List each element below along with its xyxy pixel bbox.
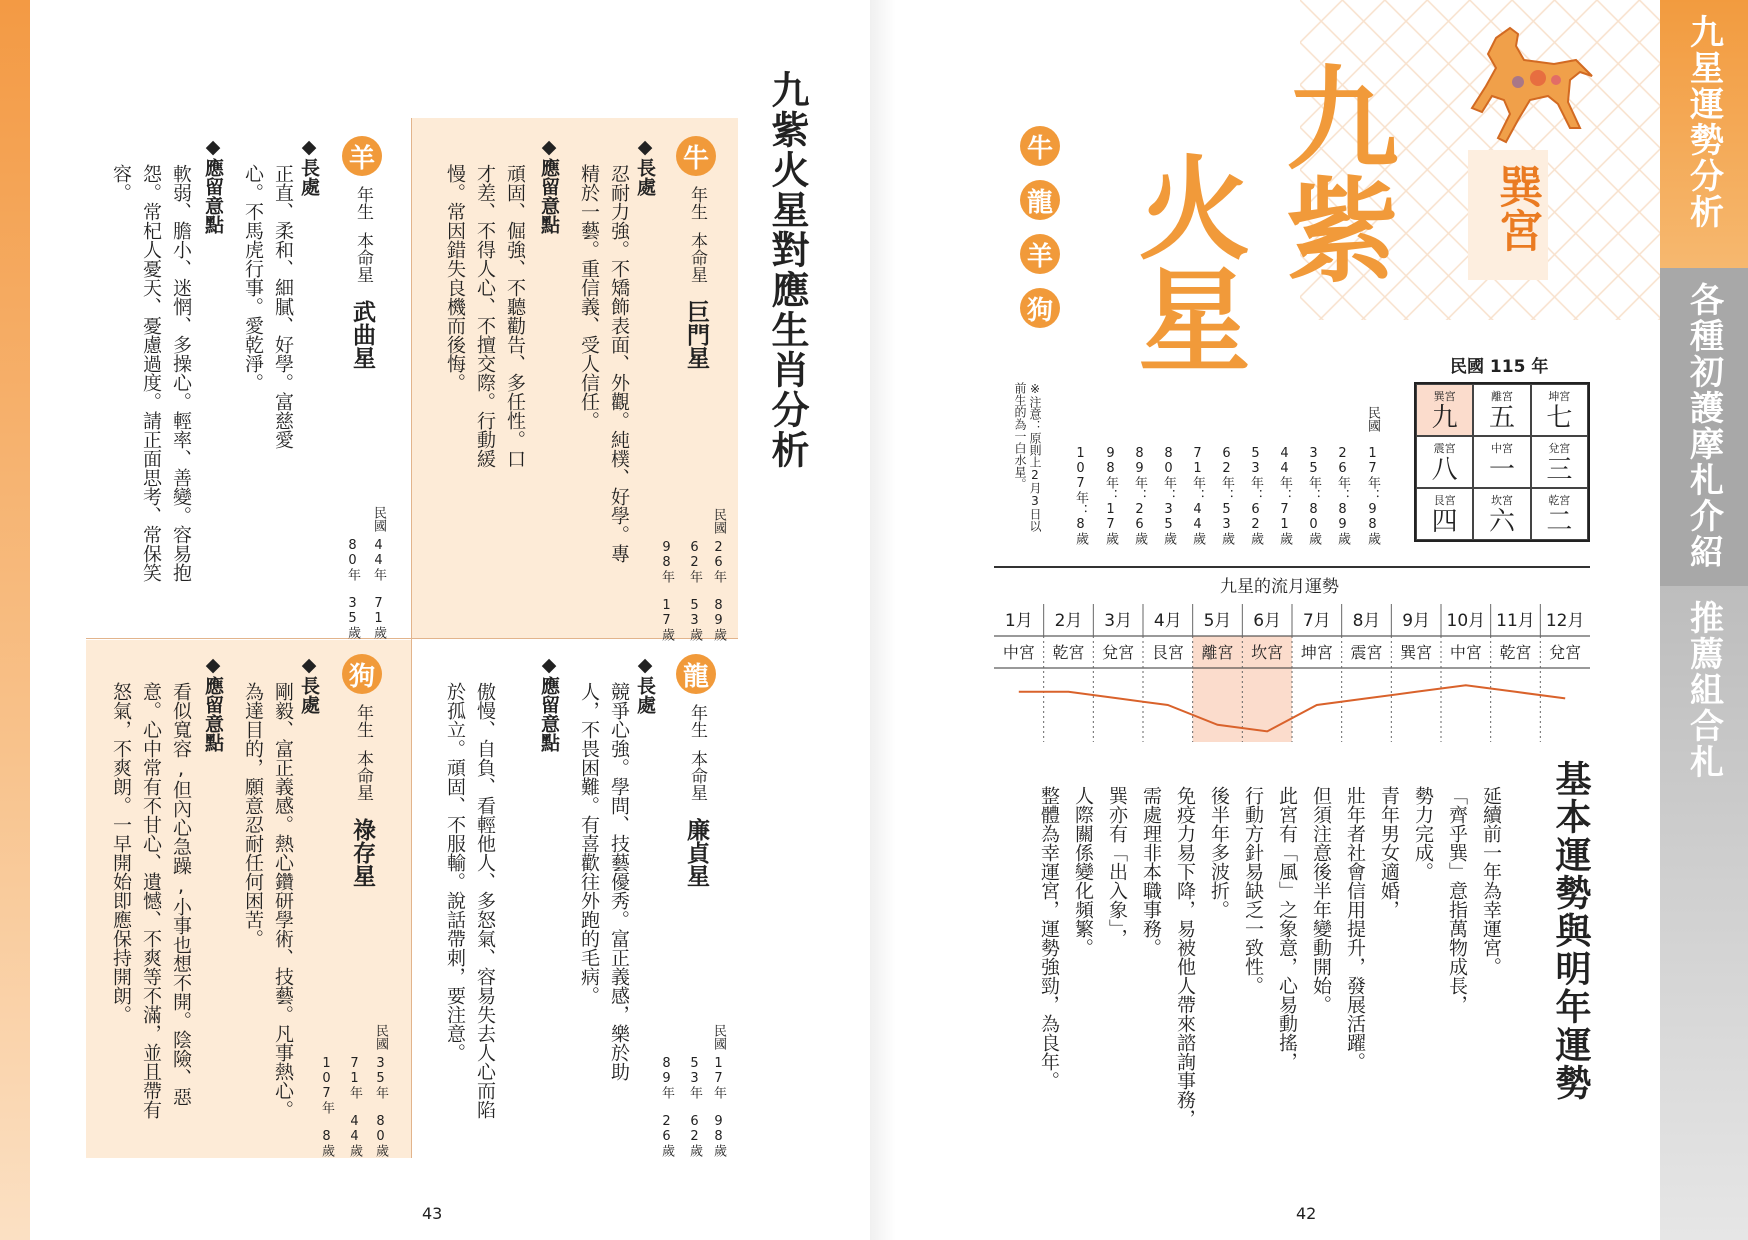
zodiac-badge-ox-right: 牛 xyxy=(1020,126,1060,166)
grid-cell xyxy=(1473,488,1530,540)
dog-year-3: 107年 8歲 xyxy=(319,1056,334,1157)
grid-cell-num: 五 xyxy=(1488,403,1515,433)
month-label: 11月 xyxy=(1496,611,1535,631)
palace-label: 坎宮 xyxy=(1251,643,1284,662)
grid-cell-name: 坎宮 xyxy=(1490,494,1513,507)
grid-cell-num: 九 xyxy=(1431,403,1458,433)
grid-cell-num: 一 xyxy=(1488,455,1515,485)
dog-star-name: 祿存星 xyxy=(349,818,376,887)
dragon-years-prefix: 民國 xyxy=(711,1024,726,1050)
month-label: 12月 xyxy=(1545,611,1585,631)
dragon-star-label: 本命星 xyxy=(687,750,707,801)
dragon-caution-text: 傲慢、自負、看輕他人、多怒氣、容易失去人心而陷於孤立。頑固、不服輸。說話帶刺，要注意。 xyxy=(444,682,496,1119)
zodiac-badge-ox: 牛 xyxy=(676,136,716,176)
palace-label: 巽宮 xyxy=(1400,643,1433,662)
goat-years-prefix: 民國 xyxy=(371,506,386,532)
age-row-1: 17年：98歲 xyxy=(1365,446,1380,545)
palace-label: 兌宮 xyxy=(1102,643,1135,662)
goat-caution-title: ◆應留意點 xyxy=(202,136,224,234)
grid-cell xyxy=(1416,384,1473,436)
basic-line-8: 行動方針易缺乏一致性。 xyxy=(1242,786,1264,995)
month-label: 2月 xyxy=(1054,611,1083,631)
basic-line-2: 「齊乎巽」意指萬物成長， xyxy=(1446,786,1468,1014)
dragon-year-1: 17年 98歲 xyxy=(711,1056,726,1157)
basic-line-12: 巽亦有「出入象」， xyxy=(1106,786,1128,948)
dragon-strength-title: ◆長處 xyxy=(634,654,656,714)
grid-cell-name: 乾宮 xyxy=(1548,494,1571,507)
month-label: 8月 xyxy=(1352,611,1381,631)
birth-note: ※注意：原則上2月3日以前生的為一白水星。 xyxy=(1013,382,1042,532)
zodiac-badge-goat-right: 羊 xyxy=(1020,234,1060,274)
grid-cell-num: 七 xyxy=(1546,403,1573,433)
age-row-8: 80年：35歲 xyxy=(1161,446,1176,545)
dog-year-2: 71年 44歲 xyxy=(347,1056,362,1157)
age-row-5: 53年：62歲 xyxy=(1248,446,1263,545)
basic-line-9: 後半年多波折。 xyxy=(1208,786,1230,919)
monthly-fortune-chart xyxy=(994,604,1590,742)
tab-amulet-introduction[interactable] xyxy=(1660,268,1748,586)
dog-caution-title-text: 應留意點 xyxy=(202,676,224,752)
palace-label: 兌宮 xyxy=(1549,643,1582,662)
dog-year-1: 35年 80歲 xyxy=(373,1056,388,1157)
dragon-year-2: 53年 62歲 xyxy=(687,1056,702,1157)
ox-year-1: 26年 89歲 xyxy=(711,540,726,641)
month-label: 7月 xyxy=(1302,611,1331,631)
age-row-10: 98年：17歲 xyxy=(1103,446,1118,545)
dragon-strength-text: 競爭心強。學問、技藝優秀。富正義感，樂於助人，不畏困難。有喜歡往外跑的毛病。 xyxy=(578,682,630,1081)
palace-label: 坤宮 xyxy=(1300,643,1333,662)
grid-cell xyxy=(1473,436,1530,488)
star-title-line2: 火星 xyxy=(1120,150,1251,374)
book-gutter xyxy=(870,0,896,1240)
monthly-title-rule xyxy=(994,566,1590,568)
month-label: 6月 xyxy=(1253,611,1282,631)
palace-label: 乾宮 xyxy=(1499,643,1532,662)
grid-cell-num: 八 xyxy=(1431,455,1458,485)
goat-star-label: 本命星 xyxy=(353,232,373,283)
grid-cell-name: 兌宮 xyxy=(1548,442,1571,455)
age-prefix: 民國 xyxy=(1365,406,1380,432)
grid-title: 民國 115 年 xyxy=(1450,357,1549,377)
month-label: 5月 xyxy=(1203,611,1232,631)
grid-cell xyxy=(1531,436,1588,488)
age-row-7: 71年：44歲 xyxy=(1190,446,1205,545)
age-row-9: 89年：26歲 xyxy=(1132,446,1147,545)
ox-strength-title: ◆長處 xyxy=(634,136,656,196)
palace-label: 中宮 xyxy=(1449,643,1482,662)
basic-line-14: 整體為幸運宮，運勢強勁，為良年。 xyxy=(1038,786,1060,1090)
star-title-line1: 九紫 xyxy=(1268,60,1399,284)
month-label: 4月 xyxy=(1153,611,1182,631)
basic-line-7: 此宮有「風」之象意，心易動搖， xyxy=(1276,786,1298,1071)
grid-cell-name: 艮宮 xyxy=(1433,494,1456,507)
dragon-year-3: 89年 26歲 xyxy=(659,1056,674,1157)
grid-cell-num: 三 xyxy=(1546,455,1573,485)
grid-cell-name: 震宮 xyxy=(1433,442,1456,455)
ox-caution-title-text: 應留意點 xyxy=(538,158,560,234)
right-page-number: 42 xyxy=(1296,1204,1317,1223)
goat-year-1: 44年 71歲 xyxy=(371,538,386,639)
tab-recommended-set[interactable] xyxy=(1660,586,1748,1240)
palace-label: 震宮 xyxy=(1350,643,1383,662)
goat-caution-title-text: 應留意點 xyxy=(202,158,224,234)
basic-line-1: 延續前一年為幸運宮。 xyxy=(1480,786,1502,976)
grid-cell xyxy=(1473,384,1530,436)
grid-cell-name: 坤宮 xyxy=(1548,390,1571,403)
age-row-2: 26年：89歲 xyxy=(1335,446,1350,545)
palace-label: 艮宮 xyxy=(1151,643,1184,662)
dog-years-prefix: 民國 xyxy=(373,1024,388,1050)
basic-title: 基本運勢與明年運勢 xyxy=(1550,760,1592,1102)
dog-birth-label: 年生 xyxy=(353,704,373,738)
nine-palace-grid xyxy=(1414,382,1590,542)
goat-birth-label: 年生 xyxy=(353,186,373,220)
age-row-6: 62年：53歲 xyxy=(1219,446,1234,545)
basic-line-6: 但須注意後半年變動開始。 xyxy=(1310,786,1332,1014)
monthly-title: 九星的流月運勢 xyxy=(1220,577,1339,597)
zodiac-badge-dragon: 龍 xyxy=(676,654,716,694)
month-label: 10月 xyxy=(1446,611,1486,631)
zodiac-badge-dog-right: 狗 xyxy=(1020,288,1060,328)
dog-strength-title-text: 長處 xyxy=(298,676,320,714)
panel-divider-v xyxy=(411,118,412,1158)
ox-birth-label: 年生 xyxy=(687,186,707,220)
dragon-birth-label: 年生 xyxy=(687,704,707,738)
ox-star-name: 巨門星 xyxy=(683,300,710,369)
basic-line-5: 壯年者社會信用提升，發展活躍。 xyxy=(1344,786,1366,1071)
ox-strength-text: 忍耐力強。不矯飾表面、外觀。純樸、好學。專精於一藝。重信義、受人信任。 xyxy=(578,164,630,563)
dragon-star-name: 廉貞星 xyxy=(683,818,710,887)
dragon-caution-title: ◆應留意點 xyxy=(538,654,560,752)
ox-year-2: 62年 53歲 xyxy=(687,540,702,641)
basic-line-4: 青年男女適婚， xyxy=(1378,786,1400,919)
month-label: 1月 xyxy=(1004,611,1033,631)
left-page-number: 43 xyxy=(422,1204,443,1223)
ox-years-prefix: 民國 xyxy=(711,508,726,534)
zodiac-badge-goat: 羊 xyxy=(342,136,382,176)
goat-year-2: 80年 35歲 xyxy=(345,538,360,639)
age-row-3: 35年：80歲 xyxy=(1306,446,1321,545)
left-page-edge-band xyxy=(0,0,30,1240)
month-label: 9月 xyxy=(1402,611,1431,631)
grid-cell-name: 離宮 xyxy=(1490,390,1513,403)
dragon-caution-title-text: 應留意點 xyxy=(538,676,560,752)
grid-cell xyxy=(1416,436,1473,488)
zodiac-badge-dragon-right: 龍 xyxy=(1020,180,1060,220)
horse-illustration xyxy=(1458,20,1598,150)
tab-label: 各種初護摩札介紹 xyxy=(1683,282,1724,570)
age-row-11: 107年：8歲 xyxy=(1073,446,1088,545)
goat-strength-text: 正直、柔和、細膩、好學。富慈愛心。不馬虎行事。愛乾淨。 xyxy=(242,164,294,449)
ox-caution-title: ◆應留意點 xyxy=(538,136,560,234)
goat-star-name: 武曲星 xyxy=(349,300,376,369)
goat-strength-title-text: 長處 xyxy=(298,158,320,196)
palace-label: 乾宮 xyxy=(1052,643,1085,662)
grid-cell xyxy=(1416,488,1473,540)
dog-caution-title: ◆應留意點 xyxy=(202,654,224,752)
tab-nine-star-analysis[interactable] xyxy=(1660,0,1748,268)
palace-label: 中宮 xyxy=(1002,643,1035,662)
grid-cell-name: 中宮 xyxy=(1490,442,1513,455)
palace-label: 離宮 xyxy=(1201,643,1234,662)
left-page-title: 九紫火星對應生肖分析 xyxy=(765,70,810,470)
basic-line-3: 勢力完成。 xyxy=(1412,786,1434,881)
ox-caution-text: 頑固、倔強、不聽勸告、多任性。口才差、不得人心、不擅交際。行動緩慢。常因錯失良機而後悔。 xyxy=(444,164,526,468)
dragon-strength-title-text: 長處 xyxy=(634,676,656,714)
zodiac-badge-dog: 狗 xyxy=(342,654,382,694)
goat-caution-text: 軟弱、膽小、迷惘、多操心。輕率、善變。容易抱怨。常杞人憂天、憂慮過度。請正面思考、常保笑容。 xyxy=(110,164,192,582)
grid-cell-num: 二 xyxy=(1546,507,1573,537)
month-label: 3月 xyxy=(1104,611,1133,631)
basic-line-10: 免疫力易下降，易被他人帶來諮詢事務， xyxy=(1174,786,1196,1128)
chapter-index-tabs xyxy=(1660,0,1748,1240)
grid-cell-name: 巽宮 xyxy=(1433,390,1456,403)
dog-caution-text: 看似寬容,但內心急躁,小事也想不開。陰險、惡意。心中常有不甘心、遺憾、不爽等不滿，並且帶有怒氣，不爽朗。一早開始即應保持開朗。 xyxy=(110,682,192,1119)
ox-star-label: 本命星 xyxy=(687,232,707,283)
tab-label: 推薦組合札 xyxy=(1683,600,1724,780)
ox-strength-title-text: 長處 xyxy=(634,158,656,196)
grid-cell-num: 六 xyxy=(1488,507,1515,537)
grid-cell xyxy=(1531,488,1588,540)
basic-line-11: 需處理非本職事務。 xyxy=(1140,786,1162,957)
basic-line-13: 人際關係變化頻繁。 xyxy=(1072,786,1094,957)
dog-star-label: 本命星 xyxy=(353,750,373,801)
dog-strength-text: 剛毅、富正義感。熱心鑽研學術、技藝。凡事熱心。為達目的，願意忍耐任何困苦。 xyxy=(242,682,294,1119)
grid-cell-num: 四 xyxy=(1431,507,1458,537)
age-row-4: 44年：71歲 xyxy=(1277,446,1292,545)
palace-tag: 巽宮 xyxy=(1491,164,1542,252)
ox-year-3: 98年 17歲 xyxy=(659,540,674,641)
goat-strength-title: ◆長處 xyxy=(298,136,320,196)
grid-cell xyxy=(1531,384,1588,436)
dog-strength-title: ◆長處 xyxy=(298,654,320,714)
panel-divider-h xyxy=(86,638,738,639)
tab-label: 九星運勢分析 xyxy=(1683,14,1724,230)
